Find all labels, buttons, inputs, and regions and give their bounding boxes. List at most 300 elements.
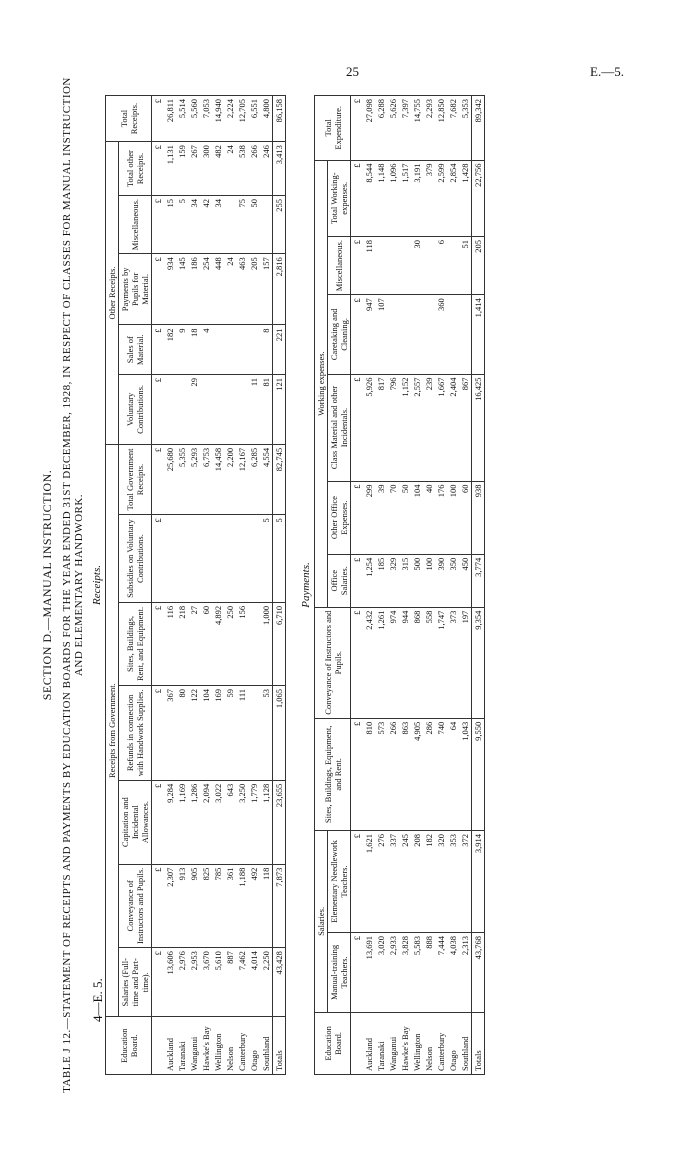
board-name: Hawke's Bay [399, 1012, 411, 1074]
table-cell: 12,850 [435, 96, 447, 161]
section-title: SECTION D.—MANUAL INSTRUCTION. [40, 469, 54, 701]
group-header-other: Other Receipts. [106, 142, 119, 445]
total-cell: 43,428 [273, 948, 286, 1017]
table-row [459, 96, 472, 1075]
table-cell: 14,940 [212, 96, 224, 142]
table-cell: 205 [248, 254, 260, 325]
table-cell: 6,288 [375, 96, 387, 161]
board-name: Auckland [164, 1017, 176, 1075]
table-cell: 2,432 [363, 607, 375, 718]
table-cell: 208 [411, 830, 423, 932]
col-header: Miscellaneous. [328, 237, 351, 295]
table-cell: 2,313 [459, 933, 472, 1013]
unit-cell: £ [351, 237, 364, 295]
page-footer: 4—E. 5. [90, 978, 105, 1022]
table-cell: 107 [375, 295, 387, 374]
table-cell: 361 [224, 864, 236, 948]
table-cell: 75 [236, 195, 248, 253]
board-name: Canterbury [236, 1017, 248, 1075]
table-cell: 785 [212, 864, 224, 948]
table-cell [200, 374, 212, 444]
table-row [447, 96, 459, 1075]
table-row [435, 96, 447, 1075]
board-name: Southland [459, 1012, 472, 1074]
total-cell: 1,414 [472, 295, 485, 374]
table-cell: 1,517 [399, 160, 411, 236]
table-cell: 4,905 [411, 718, 423, 830]
board-name: Taranaki [375, 1012, 387, 1074]
group-header-working: Working expenses. [315, 160, 328, 607]
table-cell: 315 [399, 554, 411, 607]
board-name: Nelson [224, 1017, 236, 1075]
board-name: Wellington [411, 1012, 423, 1074]
table-cell: 500 [411, 554, 423, 607]
col-header: Sites, Buildings, Equipment, and Rent. [315, 718, 351, 830]
table-cell [248, 685, 260, 780]
table-cell: 13,606 [164, 948, 176, 1017]
table-cell: 573 [375, 718, 387, 830]
unit-cell: £ [351, 718, 364, 830]
table-cell: 558 [423, 607, 435, 718]
table-cell: 4,800 [260, 96, 273, 142]
board-name: Wanganui [387, 1012, 399, 1074]
unit-cell: £ [152, 254, 165, 325]
table-cell: 7,397 [399, 96, 411, 161]
table-cell: 29 [188, 374, 200, 444]
table-cell [224, 325, 236, 374]
table-cell [375, 237, 387, 295]
table-cell: 80 [176, 685, 188, 780]
table-row [212, 96, 224, 1075]
table-title: TABLE J 12.—STATEMENT OF RECEIPTS AND PAYMENTS BY EDUCATION BOARDS FOR THE YEAR ENDED 31ST DECEMBER, 1928, IN RESPECT OF CLASSES FOR MANUAL INSTRUCTION AND ELEMENTARY HANDWORK. [61, 77, 85, 1093]
table-cell: 3,191 [411, 160, 423, 236]
table-cell [387, 237, 399, 295]
table-cell: 13,691 [363, 933, 375, 1013]
board-name: Wellington [212, 1017, 224, 1075]
table-cell: 379 [423, 160, 435, 236]
col-header: Manual-training Teachers. [328, 933, 351, 1013]
table-cell: 1,043 [459, 718, 472, 830]
table-cell: 122 [188, 685, 200, 780]
table-cell: 944 [399, 607, 411, 718]
unit-cell: £ [152, 195, 165, 253]
table-cell: 186 [188, 254, 200, 325]
table-cell: 6 [435, 237, 447, 295]
col-header: Class Material and other Incidentals. [328, 374, 351, 481]
table-cell [224, 515, 236, 603]
unit-cell: £ [152, 96, 165, 142]
table-cell: 5,355 [176, 444, 188, 514]
table-cell: 320 [435, 830, 447, 932]
receipts-caption: Receipts. [91, 565, 103, 606]
total-cell: 1,065 [273, 685, 286, 780]
table-cell: 2,250 [260, 948, 273, 1017]
table-cell: 5,293 [188, 444, 200, 514]
table-cell: 3,022 [212, 780, 224, 864]
total-cell: 89,342 [472, 96, 485, 161]
table-cell: 2,557 [411, 374, 423, 481]
col-header: Salaries (Full-time and Part-time). [119, 948, 152, 1017]
total-cell: 255 [273, 195, 286, 253]
unit-cell [152, 1017, 165, 1075]
table-cell: 24 [224, 254, 236, 325]
table-cell: 159 [176, 142, 188, 196]
total-cell: 3,914 [472, 830, 485, 932]
table-cell: 12,705 [236, 96, 248, 142]
unit-cell: £ [351, 554, 364, 607]
col-header: Total Receipts. [106, 96, 152, 142]
table-cell: 176 [435, 481, 447, 554]
table-cell: 156 [236, 602, 248, 685]
totals-row [273, 96, 286, 1075]
table-cell: 482 [212, 142, 224, 196]
table-cell [423, 237, 435, 295]
table-cell: 390 [435, 554, 447, 607]
unit-cell: £ [351, 607, 364, 718]
table-cell: 2,976 [176, 948, 188, 1017]
col-header: Payments by Pupils for Material. [119, 254, 152, 325]
table-cell: 7,462 [236, 948, 248, 1017]
table-cell [236, 325, 248, 374]
unit-cell [351, 1012, 364, 1074]
table-row [248, 96, 260, 1075]
table-cell: 6,551 [248, 96, 260, 142]
totals-row [472, 96, 485, 1075]
table-cell [212, 325, 224, 374]
table-cell: 1,169 [176, 780, 188, 864]
total-cell: 3,413 [273, 142, 286, 196]
table-cell: 60 [459, 481, 472, 554]
table-row [164, 96, 176, 1075]
table-cell [224, 374, 236, 444]
board-name: Taranaki [176, 1017, 188, 1075]
table-row [363, 96, 375, 1075]
unit-cell: £ [351, 481, 364, 554]
table-row [224, 96, 236, 1075]
table-cell: 3,828 [399, 933, 411, 1013]
table-cell [236, 515, 248, 603]
table-cell: 266 [248, 142, 260, 196]
table-cell: 18 [188, 325, 200, 374]
page-reference: E.—5. [590, 64, 624, 79]
table-cell: 6,285 [248, 444, 260, 514]
table-cell: 2,953 [188, 948, 200, 1017]
unit-cell: £ [152, 948, 165, 1017]
table-cell: 913 [176, 864, 188, 948]
col-header: Subsidies on Voluntary Contributions. [119, 515, 152, 603]
table-cell: 2,307 [164, 864, 176, 948]
table-row [188, 96, 200, 1075]
payments-table [314, 95, 485, 1075]
col-header: Capitation and Incidental Allowances. [119, 780, 152, 864]
table-cell: 246 [260, 142, 273, 196]
table-cell: 5,583 [411, 933, 423, 1013]
table-cell: 26,811 [164, 96, 176, 142]
table-cell: 2,094 [200, 780, 212, 864]
table-cell: 5,353 [459, 96, 472, 161]
table-cell: 947 [363, 295, 375, 374]
table-cell: 9,284 [164, 780, 176, 864]
table-cell: 182 [423, 830, 435, 932]
receipts-table [105, 95, 286, 1075]
table-cell: 50 [248, 195, 260, 253]
table-cell: 14,755 [411, 96, 423, 161]
group-header-salaries: Salaries. [315, 830, 328, 1012]
col-header: Sales of Material. [119, 325, 152, 374]
table-cell: 286 [423, 718, 435, 830]
table-row [176, 96, 188, 1075]
table-cell [447, 237, 459, 295]
table-cell: 6,753 [200, 444, 212, 514]
table-cell: 25,680 [164, 444, 176, 514]
table-row [399, 96, 411, 1075]
table-cell: 239 [423, 374, 435, 481]
col-header: Total Expenditure. [315, 96, 351, 161]
table-cell: 70 [387, 481, 399, 554]
table-cell: 2,404 [447, 374, 459, 481]
table-cell: 182 [164, 325, 176, 374]
total-cell: 3,774 [472, 554, 485, 607]
table-cell: 1,128 [260, 780, 273, 864]
table-cell: 1,000 [260, 602, 273, 685]
table-cell: 1,779 [248, 780, 260, 864]
table-cell: 40 [423, 481, 435, 554]
table-cell: 266 [387, 718, 399, 830]
total-cell: 86,158 [273, 96, 286, 142]
col-header: Conveyance of Instructors and Pupils. [119, 864, 152, 948]
col-header: Elementary Needlework Teachers. [328, 830, 351, 932]
table-cell: 245 [399, 830, 411, 932]
table-cell: 14,458 [212, 444, 224, 514]
board-name: Otago [447, 1012, 459, 1074]
group-header-government: Receipts from Government. [106, 444, 119, 1017]
table-cell: 1,096 [387, 160, 399, 236]
table-cell: 1,152 [399, 374, 411, 481]
table-cell: 974 [387, 607, 399, 718]
table-cell: 825 [200, 864, 212, 948]
table-cell: 2,224 [224, 96, 236, 142]
table-cell: 1,286 [188, 780, 200, 864]
table-cell: 4,038 [447, 933, 459, 1013]
table-cell: 373 [447, 607, 459, 718]
unit-cell: £ [351, 96, 364, 161]
total-cell: 43,768 [472, 933, 485, 1013]
table-cell: 9 [176, 325, 188, 374]
unit-cell: £ [351, 160, 364, 236]
table-cell: 740 [435, 718, 447, 830]
table-cell [399, 295, 411, 374]
table-cell: 100 [423, 554, 435, 607]
total-cell: 938 [472, 481, 485, 554]
total-cell: 16,425 [472, 374, 485, 481]
table-row [260, 96, 273, 1075]
table-cell [387, 295, 399, 374]
table-cell: 863 [399, 718, 411, 830]
col-header: Other Office Expenses. [328, 481, 351, 554]
table-cell: 8,544 [363, 160, 375, 236]
table-cell: 3,670 [200, 948, 212, 1017]
table-cell: 2,933 [387, 933, 399, 1013]
table-cell: 300 [200, 142, 212, 196]
unit-cell: £ [351, 933, 364, 1013]
unit-cell: £ [351, 830, 364, 932]
table-cell: 1,254 [363, 554, 375, 607]
total-cell: 82,745 [273, 444, 286, 514]
table-cell: 868 [411, 607, 423, 718]
table-row [236, 96, 248, 1075]
table-cell: 1,148 [375, 160, 387, 236]
table-cell: 448 [212, 254, 224, 325]
table-cell [164, 374, 176, 444]
table-cell: 250 [224, 602, 236, 685]
table-cell: 337 [387, 830, 399, 932]
table-cell: 4,014 [248, 948, 260, 1017]
table-cell: 267 [188, 142, 200, 196]
table-cell: 42 [200, 195, 212, 253]
table-cell: 5,560 [188, 96, 200, 142]
board-name: Wanganui [188, 1017, 200, 1075]
table-cell: 4,554 [260, 444, 273, 514]
table-cell: 59 [224, 685, 236, 780]
table-cell: 4,892 [212, 602, 224, 685]
table-cell: 643 [224, 780, 236, 864]
total-cell: 6,710 [273, 602, 286, 685]
table-cell [459, 295, 472, 374]
table-cell: 7,444 [435, 933, 447, 1013]
table-cell: 185 [375, 554, 387, 607]
table-cell [411, 295, 423, 374]
table-cell [212, 515, 224, 603]
table-cell: 810 [363, 718, 375, 830]
total-cell: 9,354 [472, 607, 485, 718]
col-header: Refunds in connection with Handwork Supplies. [119, 685, 152, 780]
table-cell: 276 [375, 830, 387, 932]
table-cell: 111 [236, 685, 248, 780]
table-cell: 4 [200, 325, 212, 374]
table-cell: 2,293 [423, 96, 435, 161]
table-row [411, 96, 423, 1075]
total-cell: 23,655 [273, 780, 286, 864]
table-cell: 39 [375, 481, 387, 554]
table-cell [212, 374, 224, 444]
table-cell: 353 [447, 830, 459, 932]
col-header: Office Salaries. [328, 554, 351, 607]
table-cell: 360 [435, 295, 447, 374]
table-cell: 372 [459, 830, 472, 932]
table-cell: 888 [423, 933, 435, 1013]
table-cell: 34 [212, 195, 224, 253]
table-cell: 3,250 [236, 780, 248, 864]
table-cell [260, 195, 273, 253]
board-name: Southland [260, 1017, 273, 1075]
table-cell: 197 [459, 607, 472, 718]
table-cell: 157 [260, 254, 273, 325]
table-cell [447, 295, 459, 374]
table-cell [399, 237, 411, 295]
board-name: Nelson [423, 1012, 435, 1074]
total-cell: 5 [273, 515, 286, 603]
table-cell: 5,926 [363, 374, 375, 481]
table-cell: 1,188 [236, 864, 248, 948]
table-cell: 905 [188, 864, 200, 948]
unit-cell: £ [351, 295, 364, 374]
table-cell: 934 [164, 254, 176, 325]
unit-cell: £ [152, 864, 165, 948]
table-cell: 254 [200, 254, 212, 325]
table-cell [188, 515, 200, 603]
table-cell [164, 515, 176, 603]
board-name: Hawke's Bay [200, 1017, 212, 1075]
table-cell: 118 [363, 237, 375, 295]
table-cell: 5,626 [387, 96, 399, 161]
table-cell: 5,610 [212, 948, 224, 1017]
rotated-content [40, 70, 640, 1100]
table-cell: 51 [459, 237, 472, 295]
unit-cell: £ [152, 142, 165, 196]
table-cell [248, 602, 260, 685]
table-row [375, 96, 387, 1075]
table-cell: 218 [176, 602, 188, 685]
col-header: Total other Receipts. [119, 142, 152, 196]
col-header: Sites, Buildings, Rent, and Equipment. [119, 602, 152, 685]
table-cell [248, 325, 260, 374]
col-header: Total Working-expenses. [328, 160, 351, 236]
unit-cell: £ [152, 780, 165, 864]
table-cell: 12,167 [236, 444, 248, 514]
table-cell: 27,098 [363, 96, 375, 161]
board-name: Canterbury [435, 1012, 447, 1074]
table-cell: 1,428 [459, 160, 472, 236]
table-cell [176, 515, 188, 603]
totals-label: Totals [273, 1017, 286, 1075]
table-cell: 463 [236, 254, 248, 325]
table-cell: 1,131 [164, 142, 176, 196]
table-cell: 116 [164, 602, 176, 685]
table-cell: 118 [260, 864, 273, 948]
unit-cell: £ [152, 444, 165, 514]
unit-cell: £ [152, 325, 165, 374]
table-cell: 538 [236, 142, 248, 196]
unit-cell: £ [351, 374, 364, 481]
unit-cell: £ [152, 685, 165, 780]
table-cell: 8 [260, 325, 273, 374]
table-row [423, 96, 435, 1075]
table-cell: 350 [447, 554, 459, 607]
table-cell: 24 [224, 142, 236, 196]
total-cell: 22,756 [472, 160, 485, 236]
table-cell: 100 [447, 481, 459, 554]
table-cell: 299 [363, 481, 375, 554]
payments-caption: Payments. [300, 562, 312, 608]
col-header: Voluntary Contributions. [119, 374, 152, 444]
table-cell: 329 [387, 554, 399, 607]
table-cell: 1,747 [435, 607, 447, 718]
table-cell: 64 [447, 718, 459, 830]
table-cell: 34 [188, 195, 200, 253]
unit-cell: £ [152, 515, 165, 603]
table-cell: 2,854 [447, 160, 459, 236]
table-cell: 11 [248, 374, 260, 444]
table-row [200, 96, 212, 1075]
table-cell: 5,514 [176, 96, 188, 142]
total-cell: 121 [273, 374, 286, 444]
table-cell: 145 [176, 254, 188, 325]
col-header: Caretaking and Cleaning. [328, 295, 351, 374]
table-cell: 104 [411, 481, 423, 554]
total-cell: 221 [273, 325, 286, 374]
table-cell: 367 [164, 685, 176, 780]
table-cell: 2,200 [224, 444, 236, 514]
